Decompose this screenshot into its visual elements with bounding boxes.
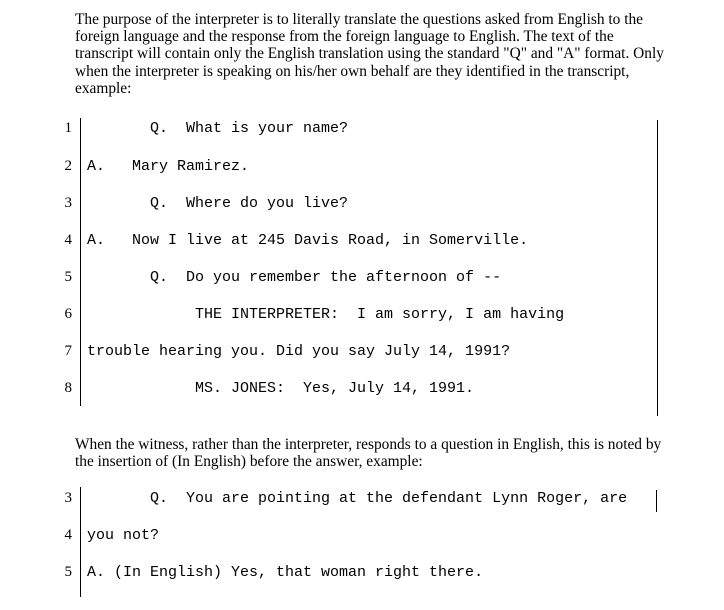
paragraph-line: foreign language and the response from the foreign language to English. The text of the [75,28,614,46]
transcript-text: THE INTERPRETER: I am sorry, I am having [87,306,565,323]
paragraph-line: the insertion of (In English) before the answer, example: [75,453,423,471]
line-number: 1 [64,120,72,136]
transcript-text: MS. JONES: Yes, July 14, 1991. [87,380,475,397]
line-number: 4 [64,527,72,543]
line-number: 6 [64,306,72,322]
intro-paragraph [75,11,710,97]
paragraph-line: When the witness, rather than the interpreter, responds to a question in English, this is noted by [75,436,662,453]
transcript-left-rule [80,487,81,597]
paragraph-line: The purpose of the interpreter is to literally translate the questions asked from English to the [75,11,644,28]
line-number: 5 [64,564,72,580]
paragraph-line: transcript will contain only the English translation using the standard "Q" and "A" format. Only [75,45,664,63]
transcript-right-rule [656,490,657,512]
transcript-text: Q. You are pointing at the defendant Lynn Roger, are [87,490,628,507]
transcript-text: trouble hearing you. Did you say July 14, 1991? [87,343,511,360]
line-number: 4 [64,232,72,248]
transcript-text: A. Mary Ramirez. [87,158,250,175]
transcript-text: Q. Do you remember the afternoon of -- [87,269,502,286]
transcript-left-rule [80,118,81,406]
line-number: 5 [64,269,72,285]
transcript-text: Q. What is your name? [87,120,349,137]
line-number: 8 [64,380,72,396]
line-number: 7 [64,343,72,359]
transcript-right-rule [657,120,658,416]
transcript-text: A. Now I live at 245 Davis Road, in Somerville. [87,232,529,249]
paragraph-line: example: [75,79,132,97]
transcript-text: A. (In English) Yes, that woman right there. [87,564,484,581]
middle-paragraph [75,436,710,470]
paragraph-line: when the interpreter is speaking on his/her own behalf are they identified in the transcript, [75,62,630,80]
transcript-text: Q. Where do you live? [87,195,349,212]
line-number: 3 [64,490,72,506]
line-number: 3 [64,195,72,211]
line-number: 2 [64,158,72,174]
transcript-text: you not? [87,527,160,544]
